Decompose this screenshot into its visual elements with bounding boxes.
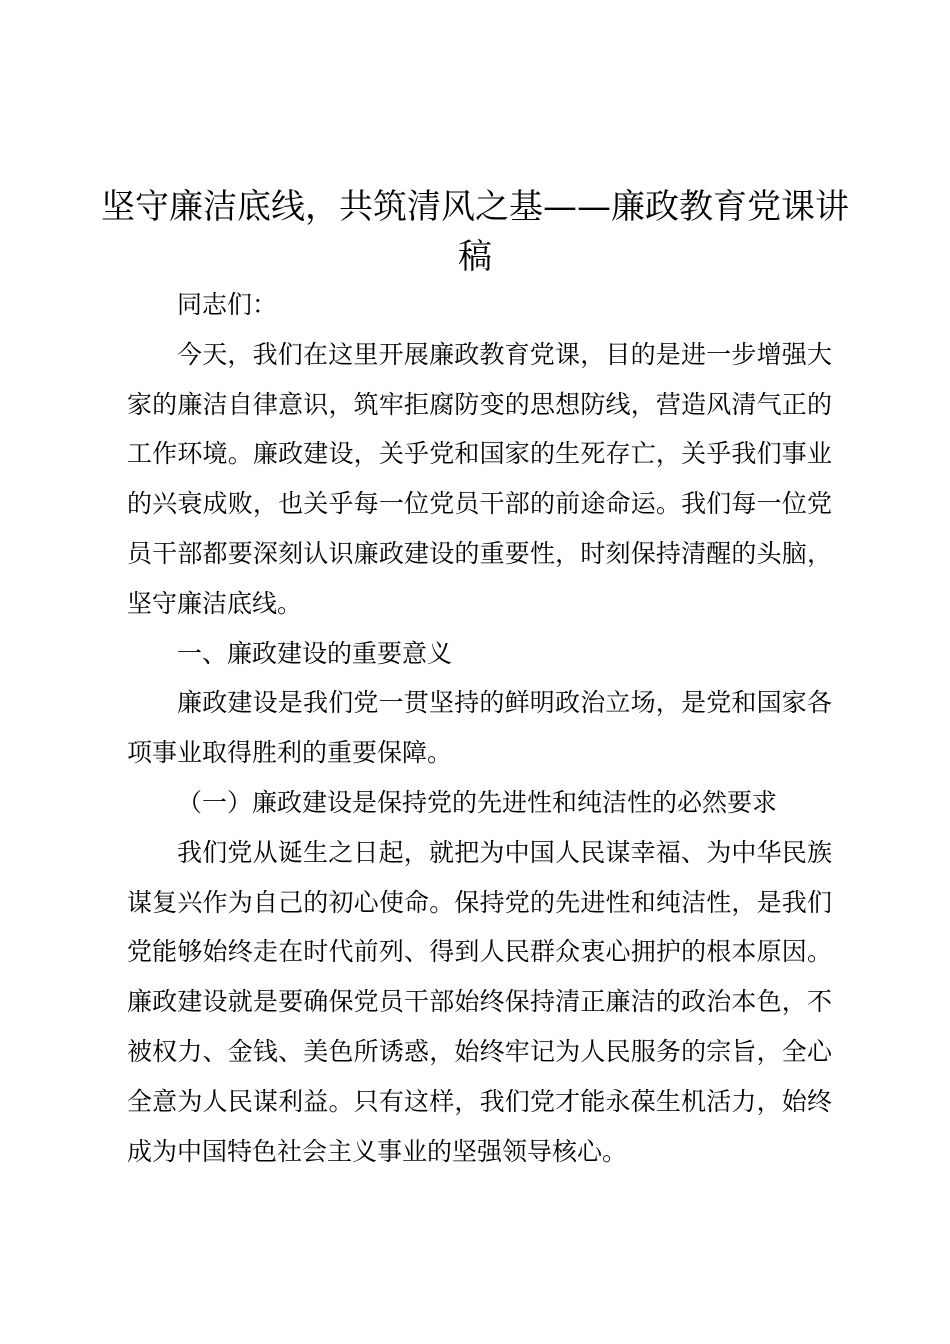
subsection-heading-1: （一）廉政建设是保持党的先进性和纯洁性的必然要求	[177, 787, 778, 817]
document-body	[127, 280, 832, 1176]
paragraph-intro: 今天，我们在这里开展廉政教育党课，目的是进一步增强大家的廉洁自律意识，筑牢拒腐防变的思想防线，营造风清气正的工作环境。廉政建设，关乎党和国家的生死存亡，关乎我们事业的兴衰成败，也关乎每一位党员干部的前途命运。我们每一位党员干部都要深刻认识廉政建设的重要性，时刻保持清醒的头脑，坚守廉洁底线。	[127, 339, 832, 618]
document-title: 坚守廉洁底线，共筑清风之基——廉政教育党课讲稿	[101, 187, 849, 277]
paragraph-section-1: 廉政建设是我们党一贯坚持的鲜明政治立场，是党和国家各项事业取得胜利的重要保障。	[127, 688, 832, 768]
greeting: 同志们：	[177, 290, 278, 319]
paragraph-subsection-1: 我们党从诞生之日起，就把为中国人民谋幸福、为中华民族谋复兴作为自己的初心使命。保持党的先进性和纯洁性，是我们党能够始终走在时代前列、得到人民群众衷心拥护的根本原因。廉政建设就是要确保党员干部始终保持清正廉洁的政治本色，不被权力、金钱、美色所诱惑，始终牢记为人民服务的宗旨，全心全意为人民谋利益。只有这样，我们党才能永葆生机活力，始终成为中国特色社会主义事业的坚强领导核心。	[127, 837, 832, 1166]
section-heading-1: 一、廉政建设的重要意义	[177, 638, 453, 668]
